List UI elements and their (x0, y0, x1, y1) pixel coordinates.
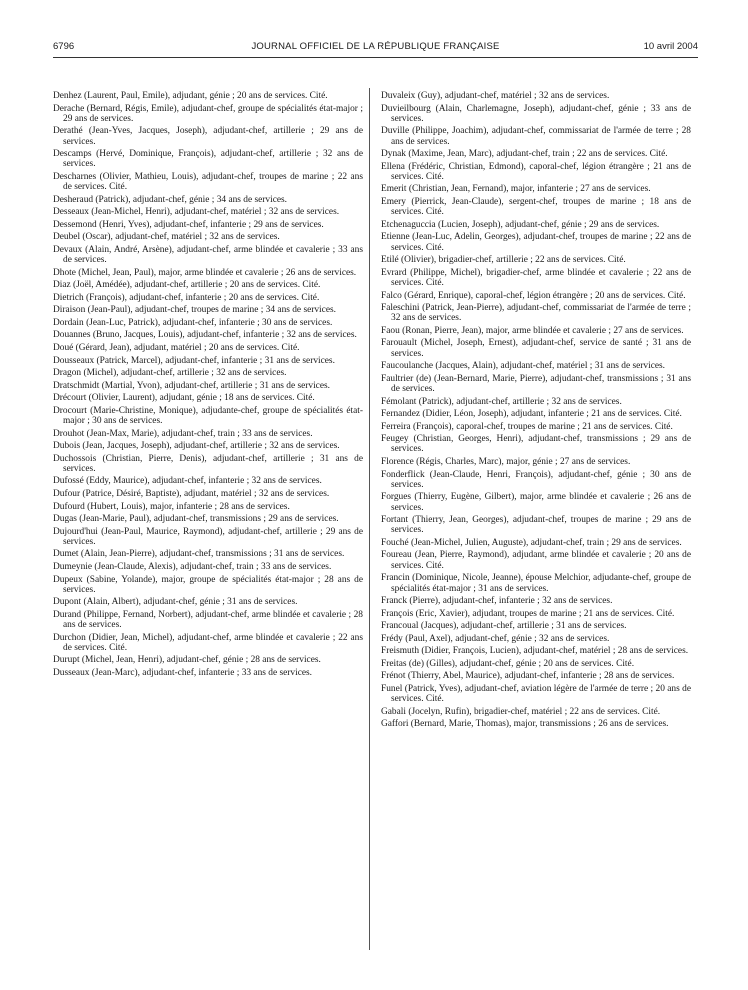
list-item: Emery (Pierrick, Jean-Claude), sergent-chef, troupes de marine ; 18 ans de services. Cité. (381, 197, 691, 218)
list-item: Feugey (Christian, Georges, Henri), adjudant-chef, transmissions ; 29 ans de services. (381, 434, 691, 455)
column-divider (369, 88, 370, 950)
list-item: Diaz (Joël, Amédée), adjudant-chef, artillerie ; 20 ans de services. Cité. (53, 280, 321, 291)
list-item: Frénot (Thierry, Abel, Maurice), adjudant-chef, infanterie ; 28 ans de services. (381, 671, 675, 682)
list-item: Dufour (Patrice, Désiré, Baptiste), adjudant, matériel ; 32 ans de services. (53, 488, 330, 499)
list-item: Frédy (Paul, Axel), adjudant-chef, génie ; 32 ans de services. (381, 633, 610, 644)
list-item: Descamps (Hervé, Dominique, François), adjudant-chef, artillerie ; 32 ans de services. (53, 149, 363, 170)
list-item: Descharnes (Olivier, Mathieu, Louis), adjudant-chef, troupes de marine ; 22 ans de services. Cité. (53, 171, 363, 193)
list-item: Dhote (Michel, Jean, Paul), major, arme blindée et cavalerie ; 26 ans de services. (53, 267, 357, 278)
list-item: Fernandez (Didier, Léon, Joseph), adjudant, infanterie ; 21 ans de services. Cité. (381, 409, 682, 420)
list-item: Freismuth (Didier, François, Lucien), adjudant-chef, matériel ; 28 ans de services. (381, 646, 689, 657)
list-item: Ellena (Frédéric, Christian, Edmond), caporal-chef, légion étrangère ; 21 ans de services. Cité. (381, 161, 691, 182)
list-item: Emerit (Christian, Jean, Fernand), major, infanterie ; 27 ans de services. (381, 184, 651, 195)
list-item: Devaux (Alain, André, Arsène), adjudant-chef, arme blindée et cavalerie ; 33 ans de services. (53, 244, 363, 266)
list-item: Fonderflick (Jean-Claude, Henri, François), adjudant-chef, génie ; 30 ans de services. (381, 469, 691, 490)
list-item: Dousseaux (Patrick, Marcel), adjudant-chef, infanterie ; 31 ans de services. (53, 355, 335, 366)
list-item: Gabali (Jocelyn, Rufin), brigadier-chef, matériel ; 22 ans de services. Cité. (381, 706, 661, 717)
list-item: Dubois (Jean, Jacques, Joseph), adjudant-chef, artillerie ; 32 ans de services. (53, 441, 340, 452)
list-item: Forgues (Thierry, Eugène, Gilbert), major, arme blindée et cavalerie ; 26 ans de services. (381, 492, 691, 513)
list-item: Farouault (Michel, Joseph, Ernest), adjudant-chef, service de santé ; 31 ans de services. (381, 338, 691, 359)
list-item: Dessemond (Henri, Yves), adjudant-chef, infanterie ; 29 ans de services. (53, 219, 324, 230)
list-item: Gaffori (Bernard, Marie, Thomas), major, transmissions ; 26 ans de services. (381, 719, 669, 730)
list-item: Funel (Patrick, Yves), adjudant-chef, aviation légère de l'armée de terre ; 20 ans de services. Cité. (381, 683, 691, 705)
list-item: Dupont (Alain, Albert), adjudant-chef, génie ; 31 ans de services. (53, 597, 298, 608)
list-item: Durand (Philippe, Fernand, Norbert), adjudant-chef, arme blindée et cavalerie ; 28 ans de services. (53, 609, 363, 631)
list-item: Dupeux (Sabine, Yolande), major, groupe de spécialités état-major ; 28 ans de services. (53, 574, 363, 595)
list-item: Francoual (Jacques), adjudant-chef, artillerie ; 31 ans de services. (381, 621, 627, 632)
list-item: Diraison (Jean-Paul), adjudant-chef, troupes de marine ; 34 ans de services. (53, 305, 336, 316)
list-item: Etchenaguccia (Lucien, Joseph), adjudant-chef, génie ; 29 ans de services. (381, 219, 660, 230)
list-item: Dynak (Maxime, Jean, Marc), adjudant-chef, train ; 22 ans de services. Cité. (381, 149, 668, 160)
list-item: Dietrich (François), adjudant-chef, infanterie ; 20 ans de services. Cité. (53, 292, 320, 303)
list-item: Duville (Philippe, Joachim), adjudant-chef, commissariat de l'armée de terre ; 28 ans de services. (381, 126, 691, 147)
list-item: Faou (Ronan, Pierre, Jean), major, arme blindée et cavalerie ; 27 ans de services. (381, 325, 684, 336)
list-item: Denhez (Laurent, Paul, Emile), adjudant, génie ; 20 ans de services. Cité. (53, 91, 328, 101)
list-item: Dusseaux (Jean-Marc), adjudant-chef, infanterie ; 33 ans de services. (53, 667, 313, 678)
list-item: Dordain (Jean-Luc, Patrick), adjudant-chef, infanterie ; 30 ans de services. (53, 317, 333, 328)
list-item: Dufossé (Eddy, Maurice), adjudant-chef, infanterie ; 32 ans de services. (53, 476, 322, 487)
list-item: Duchossois (Christian, Pierre, Denis), adjudant-chef, artillerie ; 31 ans de services. (53, 453, 363, 474)
list-item: Faultrier (de) (Jean-Bernard, Marie, Pierre), adjudant-chef, transmissions ; 31 ans de services. (381, 373, 691, 394)
list-item: Desseaux (Jean-Michel, Henri), adjudant-chef, matériel ; 32 ans de services. (53, 207, 340, 218)
list-item: Douannes (Bruno, Jacques, Louis), adjudant-chef, infanterie ; 32 ans de services. (53, 330, 357, 341)
list-item: Fortant (Thierry, Jean, Georges), adjudant-chef, troupes de marine ; 29 ans de services. (381, 515, 691, 536)
list-item: Franck (Pierre), adjudant-chef, infanterie ; 32 ans de services. (381, 596, 613, 607)
list-item: Dugas (Jean-Marie, Paul), adjudant-chef, transmissions ; 29 ans de services. (53, 514, 339, 525)
list-item: Faucoulanche (Jacques, Alain), adjudant-chef, matériel ; 31 ans de services. (381, 361, 666, 372)
list-item: Francin (Dominique, Nicole, Jeanne), épouse Melchior, adjudante-chef, groupe de spécialités état-major ; 31 ans de services. (381, 573, 691, 594)
list-item: Dumeynie (Jean-Claude, Alexis), adjudant-chef, train ; 33 ans de services. (53, 561, 332, 572)
list-item: Etilé (Olivier), brigadier-chef, artillerie ; 22 ans de services. Cité. (381, 255, 626, 266)
list-item: Dufourd (Hubert, Louis), major, infanterie ; 28 ans de services. (53, 501, 290, 512)
list-item: Dumet (Alain, Jean-Pierre), adjudant-chef, transmissions ; 31 ans de services. (53, 549, 345, 560)
list-item: Drocourt (Marie-Christine, Monique), adjudante-chef, groupe de spécialités état-major ; 30 ans de services. (53, 405, 363, 426)
header-rule (53, 57, 698, 58)
list-item: Ferreira (François), caporal-chef, troupes de marine ; 21 ans de services. Cité. (381, 421, 673, 432)
list-item: Doué (Gérard, Jean), adjudant, matériel ; 20 ans de services. Cité. (53, 343, 300, 353)
list-item: Derathé (Jean-Yves, Jacques, Joseph), adjudant-chef, artillerie ; 29 ans de services. (53, 126, 363, 147)
list-item: Dujourd'hui (Jean-Paul, Maurice, Raymond), adjudant-chef, artillerie ; 29 ans de services. (53, 526, 363, 547)
page-number: 6796 (53, 41, 75, 52)
left-column (53, 91, 363, 681)
list-item: François (Eric, Xavier), adjudant, troupes de marine ; 21 ans de services. Cité. (381, 608, 675, 619)
list-item: Dragon (Michel), adjudant-chef, artillerie ; 32 ans de services. (53, 368, 287, 379)
list-item: Florence (Régis, Charles, Marc), major, génie ; 27 ans de services. (381, 456, 631, 467)
list-item: Fémolant (Patrick), adjudant-chef, artillerie ; 32 ans de services. (381, 396, 622, 407)
page-header (53, 41, 698, 55)
list-item: Evrard (Philippe, Michel), brigadier-chef, arme blindée et cavalerie ; 22 ans de services. Cité. (381, 267, 691, 288)
list-item: Duvaleix (Guy), adjudant-chef, matériel ; 32 ans de services. (381, 91, 610, 101)
list-item: Falco (Gérard, Enrique), caporal-chef, légion étrangère ; 20 ans de services. Cité. (381, 290, 686, 301)
list-item: Freitas (de) (Gilles), adjudant-chef, génie ; 20 ans de services. Cité. (381, 658, 635, 669)
list-item: Durupt (Michel, Jean, Henri), adjudant-chef, génie ; 28 ans de services. (53, 655, 321, 666)
list-item: Etienne (Jean-Luc, Adelin, Georges), adjudant-chef, troupes de marine ; 22 ans de services. Cité. (381, 232, 691, 253)
list-item: Foureau (Jean, Pierre, Raymond), adjudant, arme blindée et cavalerie ; 20 ans de services. Cité. (381, 550, 691, 571)
list-item: Drouhot (Jean-Max, Marie), adjudant-chef, train ; 33 ans de services. (53, 428, 313, 439)
list-item: Desheraud (Patrick), adjudant-chef, génie ; 34 ans de services. (53, 194, 288, 205)
list-item: Dratschmidt (Martial, Yvon), adjudant-chef, artillerie ; 31 ans de services. (53, 380, 330, 391)
list-item: Duvieilbourg (Alain, Charlemagne, Joseph), adjudant-chef, génie ; 33 ans de services. (381, 103, 691, 124)
list-item: Faleschini (Patrick, Jean-Pierre), adjudant-chef, commissariat de l'armée de terre ; 32 ans de services. (381, 303, 691, 324)
list-item: Fouché (Jean-Michel, Julien, Auguste), adjudant-chef, train ; 29 ans de services. (381, 537, 682, 548)
journal-title: JOURNAL OFFICIEL DE LA RÉPUBLIQUE FRANÇAISE (251, 41, 500, 52)
list-item: Deubel (Oscar), adjudant-chef, matériel ; 32 ans de services. (53, 232, 280, 243)
list-item: Derache (Bernard, Régis, Emile), adjudant-chef, groupe de spécialités état-major ; 29 ans de services. (53, 103, 363, 124)
list-item: Durchon (Didier, Jean, Michel), adjudant-chef, arme blindée et cavalerie ; 22 ans de services. Cité. (53, 632, 363, 653)
list-item: Drécourt (Olivier, Laurent), adjudant, génie ; 18 ans de services. Cité. (53, 393, 315, 404)
issue-date: 10 avril 2004 (643, 41, 698, 52)
right-column (381, 91, 691, 732)
